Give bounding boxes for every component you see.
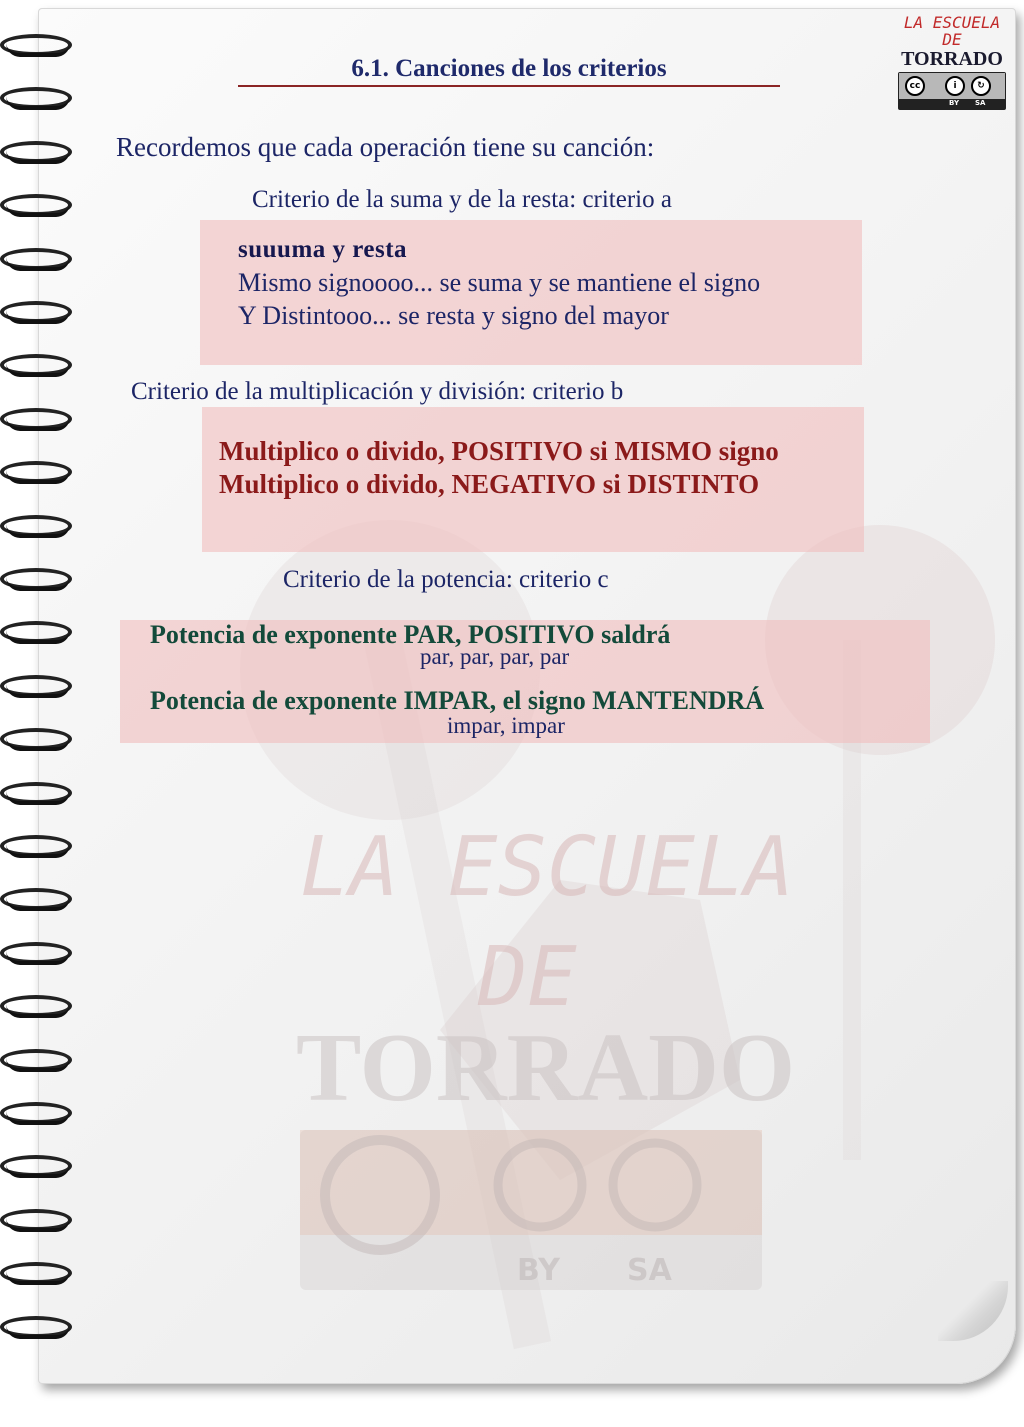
- spiral-ring: [0, 568, 76, 594]
- spiral-ring: [0, 1316, 76, 1342]
- spiral-ring: [0, 675, 76, 701]
- spiral-ring: [0, 461, 76, 487]
- spiral-ring: [0, 301, 76, 327]
- logo-line3: TORRADO: [901, 48, 1003, 70]
- intro-text: Recordemos que cada operación tiene su canción:: [116, 132, 655, 162]
- criterio-c-line-1: Potencia de exponente PAR, POSITIVO saldrá: [150, 620, 671, 649]
- criterio-a-heading: Criterio de la suma y de la resta: criterio a: [252, 186, 672, 213]
- watermark-line1: LA ESCUELA: [300, 820, 794, 915]
- spiral-ring: [0, 1155, 76, 1181]
- spiral-ring: [0, 782, 76, 808]
- spiral-ring: [0, 1209, 76, 1235]
- cc-icon: cc: [905, 76, 925, 96]
- spiral-ring: [0, 835, 76, 861]
- logo-line1: LA ESCUELA: [903, 13, 1001, 32]
- spiral-ring: [0, 248, 76, 274]
- spiral-ring: [0, 515, 76, 541]
- watermark-line2: DE: [478, 930, 577, 1025]
- license-by-label: BY: [949, 99, 960, 107]
- license-sa-label: SA: [975, 99, 986, 107]
- spiral-ring: [0, 888, 76, 914]
- watermark-by: BY: [517, 1253, 560, 1288]
- watermark-line3: TORRADO: [296, 1014, 796, 1122]
- watermark-sa: SA: [627, 1253, 672, 1288]
- criterio-b-heading: Criterio de la multiplicación y división: criterio b: [131, 378, 624, 405]
- cc-license-badge: [898, 72, 1006, 110]
- criterio-a-line-1: Mismo signoooo... se suma y se mantiene el signo: [238, 268, 761, 297]
- spiral-ring: [0, 995, 76, 1021]
- spiral-ring: [0, 141, 76, 167]
- by-person-icon: i: [945, 76, 965, 96]
- logo-line2: DE: [942, 30, 962, 49]
- page-title: 6.1. Canciones de los criterios: [238, 55, 780, 87]
- spiral-ring: [0, 34, 76, 60]
- criterio-c-sub-1: par, par, par, par: [420, 644, 570, 669]
- spiral-ring: [0, 1102, 76, 1128]
- criterio-a-line-2: Y Distintooo... se resta y signo del mayor: [238, 301, 669, 330]
- criterio-a-song-title: suuuma y resta: [238, 236, 408, 263]
- criterio-b-line-2: Multiplico o divido, NEGATIVO si DISTINTO: [219, 469, 760, 499]
- spiral-ring: [0, 87, 76, 113]
- criterio-c-heading: Criterio de la potencia: criterio c: [283, 566, 609, 593]
- criterio-c-sub-2: impar, impar: [447, 713, 565, 738]
- spiral-ring: [0, 621, 76, 647]
- spiral-ring: [0, 1049, 76, 1075]
- criterio-c-line-2: Potencia de exponente IMPAR, el signo MANTENDRÁ: [150, 686, 765, 715]
- spiral-ring: [0, 194, 76, 220]
- spiral-ring: [0, 728, 76, 754]
- spiral-ring: [0, 408, 76, 434]
- criterio-b-line-1: Multiplico o divido, POSITIVO si MISMO signo: [219, 436, 779, 466]
- school-logo: [898, 14, 1006, 110]
- spiral-ring: [0, 942, 76, 968]
- spiral-ring: [0, 354, 76, 380]
- sa-share-icon: ↻: [971, 76, 991, 96]
- page-curl: [938, 1281, 1008, 1341]
- spiral-ring: [0, 1262, 76, 1288]
